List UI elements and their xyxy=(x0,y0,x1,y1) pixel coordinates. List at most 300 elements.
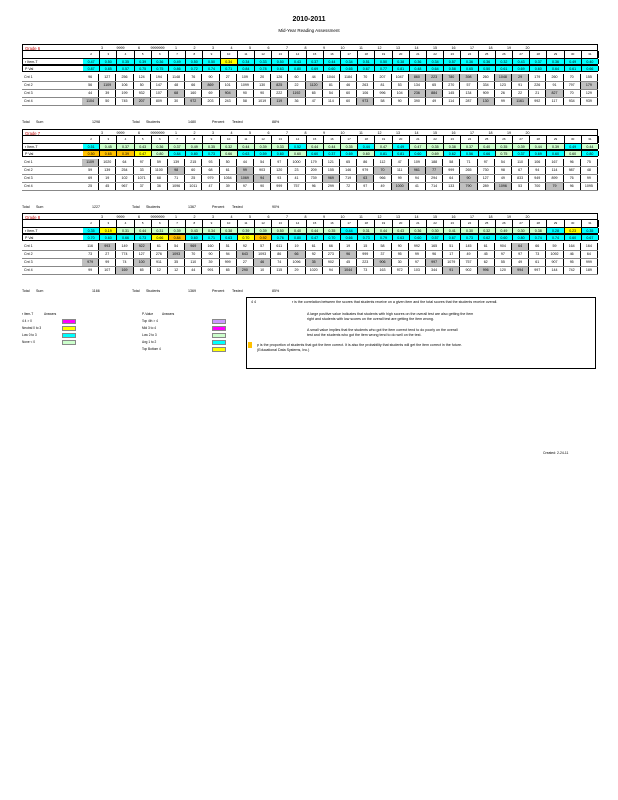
table-cell: 58 xyxy=(374,98,391,105)
table-cell: 949 xyxy=(529,175,546,182)
pvalue-row xyxy=(22,150,598,157)
table-cell: 90 xyxy=(202,251,219,258)
table-cell: 91 xyxy=(546,82,563,89)
table-cell: 121 xyxy=(323,159,340,166)
table-cell: 0.30 xyxy=(513,228,530,233)
table-cell: 0.38 xyxy=(221,228,238,233)
table-cell: 0.67 xyxy=(358,66,375,71)
table-cell: 60 xyxy=(340,98,357,105)
table-cell: 25 xyxy=(82,183,99,190)
table-cell: 739 xyxy=(306,175,323,182)
table-cell: 97 xyxy=(512,251,529,258)
table-cell: 99 xyxy=(409,251,426,258)
legend-swatch-lavender xyxy=(212,319,226,324)
table-cell: 66 xyxy=(529,243,546,250)
table-cell: 0.52 xyxy=(289,144,306,149)
table-cell: 0.66 xyxy=(341,235,358,240)
table-cell: 92 xyxy=(237,243,254,250)
table-cell: 50 xyxy=(99,98,116,105)
table-cell: 260 xyxy=(546,74,563,81)
table-cell: 90 xyxy=(392,243,409,250)
table-cell: 99 xyxy=(581,175,598,182)
table-cell: 90 xyxy=(392,98,409,105)
table-cell: 757 xyxy=(288,183,305,190)
row-label: P Val xyxy=(25,67,34,71)
table-cell: 1020 xyxy=(99,159,116,166)
table-cell: 0.80 xyxy=(513,235,530,240)
subheader-cell: 20 xyxy=(393,136,410,143)
table-cell: 22 xyxy=(512,90,529,97)
table-cell: 0.71 xyxy=(203,235,220,240)
table-cell: 74 xyxy=(116,259,133,266)
table-cell: 999 xyxy=(581,259,598,266)
table-cell: 73 xyxy=(529,251,546,258)
header-cell xyxy=(537,45,555,50)
header-cell: 2 xyxy=(193,131,196,135)
table-cell: 117 xyxy=(546,98,563,105)
legend-swatch-magenta xyxy=(212,326,226,331)
table-cell: 0.37 xyxy=(324,151,341,156)
table-cell: 1099 xyxy=(237,82,254,89)
table-cell: 98 xyxy=(495,167,512,174)
table-cell: 0.50 xyxy=(186,59,203,64)
table-cell: 966 xyxy=(374,175,391,182)
table-cell: 1109 xyxy=(82,159,99,166)
table-cell: 997 xyxy=(529,267,546,274)
table-cell: 0.49 xyxy=(496,228,513,233)
table-cell: 999 xyxy=(220,259,237,266)
table-cell: 129 xyxy=(581,90,598,97)
legend-right-item: Low 2 to 3 xyxy=(142,333,157,337)
table-cell: 70 xyxy=(564,74,581,81)
table-cell: 719 xyxy=(340,175,357,182)
table-cell: 39 xyxy=(220,183,237,190)
table-cell: 59 xyxy=(82,167,99,174)
table-cell: 0.60 xyxy=(530,66,547,71)
table-cell: 0.37 xyxy=(530,59,547,64)
table-cell: 0.63 xyxy=(272,66,289,71)
grade-section xyxy=(22,44,598,127)
table-cell: 15 xyxy=(357,243,374,250)
header-cell: 4 xyxy=(230,131,233,135)
table-cell: 827 xyxy=(546,90,563,97)
totals-t2l: Total xyxy=(132,120,140,124)
subheader-cell: 14 xyxy=(289,51,306,58)
table-cell: 96 xyxy=(564,183,581,190)
subheader-cell: 26 xyxy=(496,136,513,143)
table-cell: 1100 xyxy=(151,167,168,174)
subheader-cell: 30 xyxy=(565,51,582,58)
header-cell: 11 xyxy=(359,46,363,50)
table-cell: 0.47 xyxy=(410,144,427,149)
table-cell: 98 xyxy=(168,167,185,174)
table-cell: 797 xyxy=(564,82,581,89)
table-cell: 0.44 xyxy=(135,228,152,233)
table-cell: 61 xyxy=(478,243,495,250)
table-cell: 107 xyxy=(99,267,116,274)
table-cell: 74 xyxy=(271,259,288,266)
table-cell: 992 xyxy=(409,243,426,250)
table-cell: 860 xyxy=(409,74,426,81)
table-cell: 104 xyxy=(392,90,409,97)
header-cell: 1 xyxy=(175,131,177,135)
table-cell: 66 xyxy=(288,251,305,258)
table-cell: 120 xyxy=(271,167,288,174)
table-cell: 0.86 xyxy=(169,66,186,71)
table-cell: 20 xyxy=(254,74,271,81)
table-cell: 0.45 xyxy=(100,144,117,149)
table-cell: 0.62 xyxy=(444,151,461,156)
table-cell: 189 xyxy=(581,267,598,274)
table-cell: 0.50 xyxy=(479,66,496,71)
subheader-cell: 11 xyxy=(238,51,255,58)
table-cell: 223 xyxy=(357,259,374,266)
table-cell: 226 xyxy=(529,82,546,89)
subheader-cell: 20 xyxy=(393,220,410,227)
notes-box xyxy=(246,297,596,369)
table-cell: 0.85 xyxy=(100,66,117,71)
row-label: Cnt 2 xyxy=(24,252,33,256)
table-cell: 0.72 xyxy=(186,66,203,71)
header-cell: 10 xyxy=(340,131,345,135)
header-cell: 7 xyxy=(286,46,288,50)
table-cell: 0.37 xyxy=(307,59,324,64)
table-cell: 969 xyxy=(185,243,202,250)
header-cell: 1 xyxy=(175,215,177,219)
table-cell: 54 xyxy=(254,159,271,166)
subheader-cell: 23 xyxy=(444,51,461,58)
header-cell: 5 xyxy=(249,215,251,219)
subheader-cell: 17 xyxy=(341,51,358,58)
header-row xyxy=(22,44,598,51)
subheader-cell: 30 xyxy=(565,220,582,227)
subheader-cell: 25 xyxy=(479,136,496,143)
header-cell: 13 xyxy=(396,215,400,219)
table-cell: 96 xyxy=(306,183,323,190)
header-cell: 16 xyxy=(451,46,456,50)
table-cell: 22 xyxy=(288,82,305,89)
table-cell: 99 xyxy=(237,167,254,174)
table-cell: 0.44 xyxy=(375,228,392,233)
table-cell: 97 xyxy=(237,183,254,190)
table-cell: 344 xyxy=(426,267,443,274)
table-cell: 0.49 xyxy=(565,59,582,64)
table-cell: 0.23 xyxy=(565,228,582,233)
table-cell: 149 xyxy=(116,243,133,250)
row-label: P Val xyxy=(25,152,34,156)
table-cell: 390 xyxy=(409,98,426,105)
table-cell: 0.38 xyxy=(393,59,410,64)
table-cell: 160 xyxy=(185,90,202,97)
header-cell: 14 xyxy=(414,215,419,219)
notes-line: test and the students who got the item wrong tend to do well on the test. xyxy=(307,333,422,337)
table-cell: 0.44 xyxy=(341,228,358,233)
table-cell: 0.39 xyxy=(513,144,530,149)
table-cell: 0.80 xyxy=(186,151,203,156)
table-cell: 97 xyxy=(271,159,288,166)
table-cell: 1079 xyxy=(443,259,460,266)
table-cell: 0.77 xyxy=(375,66,392,71)
table-cell: 30 xyxy=(168,98,185,105)
subheader-cell: 30 xyxy=(565,136,582,143)
table-cell: 1000 xyxy=(392,183,409,190)
table-cell: 0.51 xyxy=(358,59,375,64)
table-cell: 0.35 xyxy=(83,228,100,233)
table-cell: 967 xyxy=(116,183,133,190)
table-cell: 96 xyxy=(564,159,581,166)
subheader-cell: 23 xyxy=(444,136,461,143)
table-cell: 91 xyxy=(443,267,460,274)
totals-t3v: Tested xyxy=(232,289,243,293)
row-label: Cnt 3 xyxy=(24,91,33,95)
header-cell: 2 xyxy=(193,215,196,219)
table-cell: 69 xyxy=(82,175,99,182)
header-cell: 20 xyxy=(525,46,530,50)
table-cell: 0.67 xyxy=(582,235,599,240)
table-cell: 123 xyxy=(495,82,512,89)
subheader-cell: 20 xyxy=(393,51,410,58)
pvalue-row xyxy=(22,234,598,241)
table-cell: 0.63 xyxy=(393,235,410,240)
totals-t1n: 1166 xyxy=(92,289,100,293)
table-row xyxy=(22,159,598,167)
legend-swatch-yellow xyxy=(212,347,226,352)
table-cell: 1096 xyxy=(288,259,305,266)
table-cell: 165 xyxy=(426,243,443,250)
table-cell: 102 xyxy=(116,175,133,182)
table-row xyxy=(22,74,598,82)
table-cell: 265 xyxy=(460,167,477,174)
table-cell: 92 xyxy=(306,251,323,258)
table-cell: 0.66 xyxy=(152,235,169,240)
subheader-cell: 7 xyxy=(169,220,186,227)
table-cell: 60 xyxy=(185,167,202,174)
table-row xyxy=(22,243,598,251)
grade-label: Grade 7 xyxy=(25,131,41,135)
subheader-cell: 21 xyxy=(410,220,427,227)
table-cell: 66 xyxy=(323,243,340,250)
table-cell: 0.65 xyxy=(341,66,358,71)
table-cell: 999 xyxy=(443,167,460,174)
table-cell: 0.34 xyxy=(203,228,220,233)
subheader-cell: 24 xyxy=(461,220,478,227)
table-cell: 97 xyxy=(495,251,512,258)
table-cell: 97 xyxy=(409,259,426,266)
table-cell: 44 xyxy=(82,90,99,97)
header-cell: 9999999 xyxy=(150,215,165,219)
table-cell: 57 xyxy=(460,82,477,89)
table-cell: 0.39 xyxy=(255,144,272,149)
table-cell: 0.80 xyxy=(289,235,306,240)
table-cell: 254 xyxy=(116,167,133,174)
table-cell: 96 xyxy=(340,251,357,258)
notes-lead: 4 4 xyxy=(251,300,256,304)
header-cell: 6 xyxy=(138,215,140,219)
header-cell: 8 xyxy=(304,215,307,219)
table-cell: 0.40 xyxy=(479,144,496,149)
table-cell: 41 xyxy=(409,183,426,190)
table-cell: 71 xyxy=(168,175,185,182)
table-cell: 0.69 xyxy=(307,66,324,71)
legend-swatch-green xyxy=(62,340,76,345)
table-cell: 0.69 xyxy=(513,66,530,71)
table-cell: 147 xyxy=(151,82,168,89)
table-cell: 77 xyxy=(426,167,443,174)
row-label: r Item-T xyxy=(25,60,38,64)
table-cell: 33 xyxy=(134,167,151,174)
table-cell: 0.80 xyxy=(582,151,599,156)
table-cell: 53 xyxy=(512,183,529,190)
header-cell: 17 xyxy=(470,46,474,50)
table-cell: 126 xyxy=(271,74,288,81)
table-cell: 991 xyxy=(202,267,219,274)
table-cell: 0.35 xyxy=(341,144,358,149)
table-cell: 58 xyxy=(237,98,254,105)
table-cell: 49 xyxy=(374,183,391,190)
table-cell: 115 xyxy=(271,267,288,274)
table-cell: 0.43 xyxy=(186,228,203,233)
table-cell: 45 xyxy=(99,183,116,190)
legend-left-item: None < 0 xyxy=(22,340,36,344)
totals-t2n: 1367 xyxy=(188,205,196,209)
table-cell: 0.36 xyxy=(410,228,427,233)
table-cell: 0.75 xyxy=(152,66,169,71)
table-cell: 999 xyxy=(271,183,288,190)
table-row xyxy=(22,82,598,90)
legend-right-title2: Answers xyxy=(162,312,175,316)
table-cell: 1044 xyxy=(340,267,357,274)
table-cell: 334 xyxy=(478,82,495,89)
table-cell: 47 xyxy=(306,98,323,105)
totals-t2v: Students xyxy=(146,289,161,293)
table-cell: 757 xyxy=(460,259,477,266)
table-cell: 1044 xyxy=(323,74,340,81)
table-cell: 48 xyxy=(581,167,598,174)
table-cell: 179 xyxy=(529,74,546,81)
table-cell: 1000 xyxy=(288,159,305,166)
header-cell: 16 xyxy=(451,131,456,135)
table-cell: 934 xyxy=(564,98,581,105)
header-cell xyxy=(556,130,574,135)
subheader-cell: 12 xyxy=(255,136,272,143)
header-cell: 9 xyxy=(323,46,325,50)
table-cell: 0.61 xyxy=(496,66,513,71)
header-cell: 12 xyxy=(377,46,382,50)
table-cell: 276 xyxy=(151,251,168,258)
table-cell: 39 xyxy=(202,259,219,266)
subheader-cell: 28 xyxy=(530,51,547,58)
table-cell: 130 xyxy=(478,98,495,105)
header-cell: 11 xyxy=(359,131,363,135)
page-title: 2010-2011 xyxy=(292,16,326,23)
table-cell: 299 xyxy=(323,183,340,190)
table-cell: 0.69 xyxy=(427,151,444,156)
table-row xyxy=(22,251,598,259)
table-cell: 144 xyxy=(546,267,563,274)
table-cell: 0.80 xyxy=(152,151,169,156)
table-cell: 27 xyxy=(237,259,254,266)
subheader-cell: 12 xyxy=(255,51,272,58)
totals-row xyxy=(22,118,598,127)
totals-t3l: Percent xyxy=(212,120,225,124)
table-cell: 99 xyxy=(392,175,409,182)
table-cell: 0.60 xyxy=(272,151,289,156)
table-cell: 0.74 xyxy=(530,235,547,240)
table-cell: 0.57 xyxy=(427,235,444,240)
table-cell: 907 xyxy=(546,259,563,266)
table-row xyxy=(22,267,598,275)
table-cell: 243 xyxy=(220,98,237,105)
table-cell: 996 xyxy=(374,90,391,97)
totals-t3n: 85% xyxy=(272,289,280,293)
subheader-cell: 17 xyxy=(341,136,358,143)
table-cell: 0.37 xyxy=(117,144,134,149)
table-cell: 0.70 xyxy=(238,235,255,240)
table-cell: 169 xyxy=(116,267,133,274)
table-cell: 160 xyxy=(202,243,219,250)
notes-line: A large positive value indicates that students with high scores on the overall test are also getting the item xyxy=(307,312,474,316)
table-cell: 0.37 xyxy=(461,144,478,149)
table-cell: 70 xyxy=(564,90,581,97)
table-cell: 56 xyxy=(82,82,99,89)
header-cell: 8 xyxy=(304,46,307,50)
table-cell: 97 xyxy=(134,159,151,166)
table-cell: 114 xyxy=(443,98,460,105)
subheader-row xyxy=(22,51,598,58)
table-cell: 1011 xyxy=(185,183,202,190)
header-cell: 4 xyxy=(230,215,233,219)
table-cell: 0.33 xyxy=(255,59,272,64)
subheader-cell: 21 xyxy=(410,136,427,143)
table-cell: 93 xyxy=(271,175,288,182)
header-cell xyxy=(556,45,574,50)
table-cell: 0.36 xyxy=(547,59,564,64)
table-cell: 1120 xyxy=(306,82,323,89)
table-cell: 37 xyxy=(134,183,151,190)
header-cell: 13 xyxy=(396,131,400,135)
legend-swatch-magenta xyxy=(62,319,76,324)
legend-right-item: Avg 1 to 2 xyxy=(142,340,157,344)
table-cell: 109 xyxy=(409,159,426,166)
table-cell: 110 xyxy=(512,159,529,166)
row-label: Cnt 1 xyxy=(24,160,33,164)
table-cell: 179 xyxy=(581,82,598,89)
subheader-cell: 25 xyxy=(479,220,496,227)
table-cell: 0.60 xyxy=(565,235,582,240)
table-cell: 95 xyxy=(392,251,409,258)
table-cell: 714 xyxy=(426,183,443,190)
table-cell: 145 xyxy=(443,90,460,97)
subheader-cell: 19 xyxy=(375,136,392,143)
table-cell: 0.92 xyxy=(255,235,272,240)
table-cell: 0.39 xyxy=(117,151,134,156)
header-cell: 11 xyxy=(359,215,363,219)
table-cell: 0.49 xyxy=(565,144,582,149)
table-cell: 1096 xyxy=(495,183,512,190)
legend-right-item: Top Bottom 4 xyxy=(142,347,161,351)
table-cell: 0.65 xyxy=(461,66,478,71)
table-cell: 0.60 xyxy=(410,151,427,156)
table-cell: 1192 xyxy=(288,90,305,97)
table-cell: 119 xyxy=(271,98,288,105)
table-cell: 146 xyxy=(340,167,357,174)
header-cell: 1 xyxy=(175,46,177,50)
row-label: Cnt 4 xyxy=(24,99,33,103)
table-cell: 45 xyxy=(478,251,495,258)
table-cell: 72 xyxy=(340,183,357,190)
table-cell: 94 xyxy=(529,167,546,174)
totals-t1v: Sum xyxy=(36,120,44,124)
